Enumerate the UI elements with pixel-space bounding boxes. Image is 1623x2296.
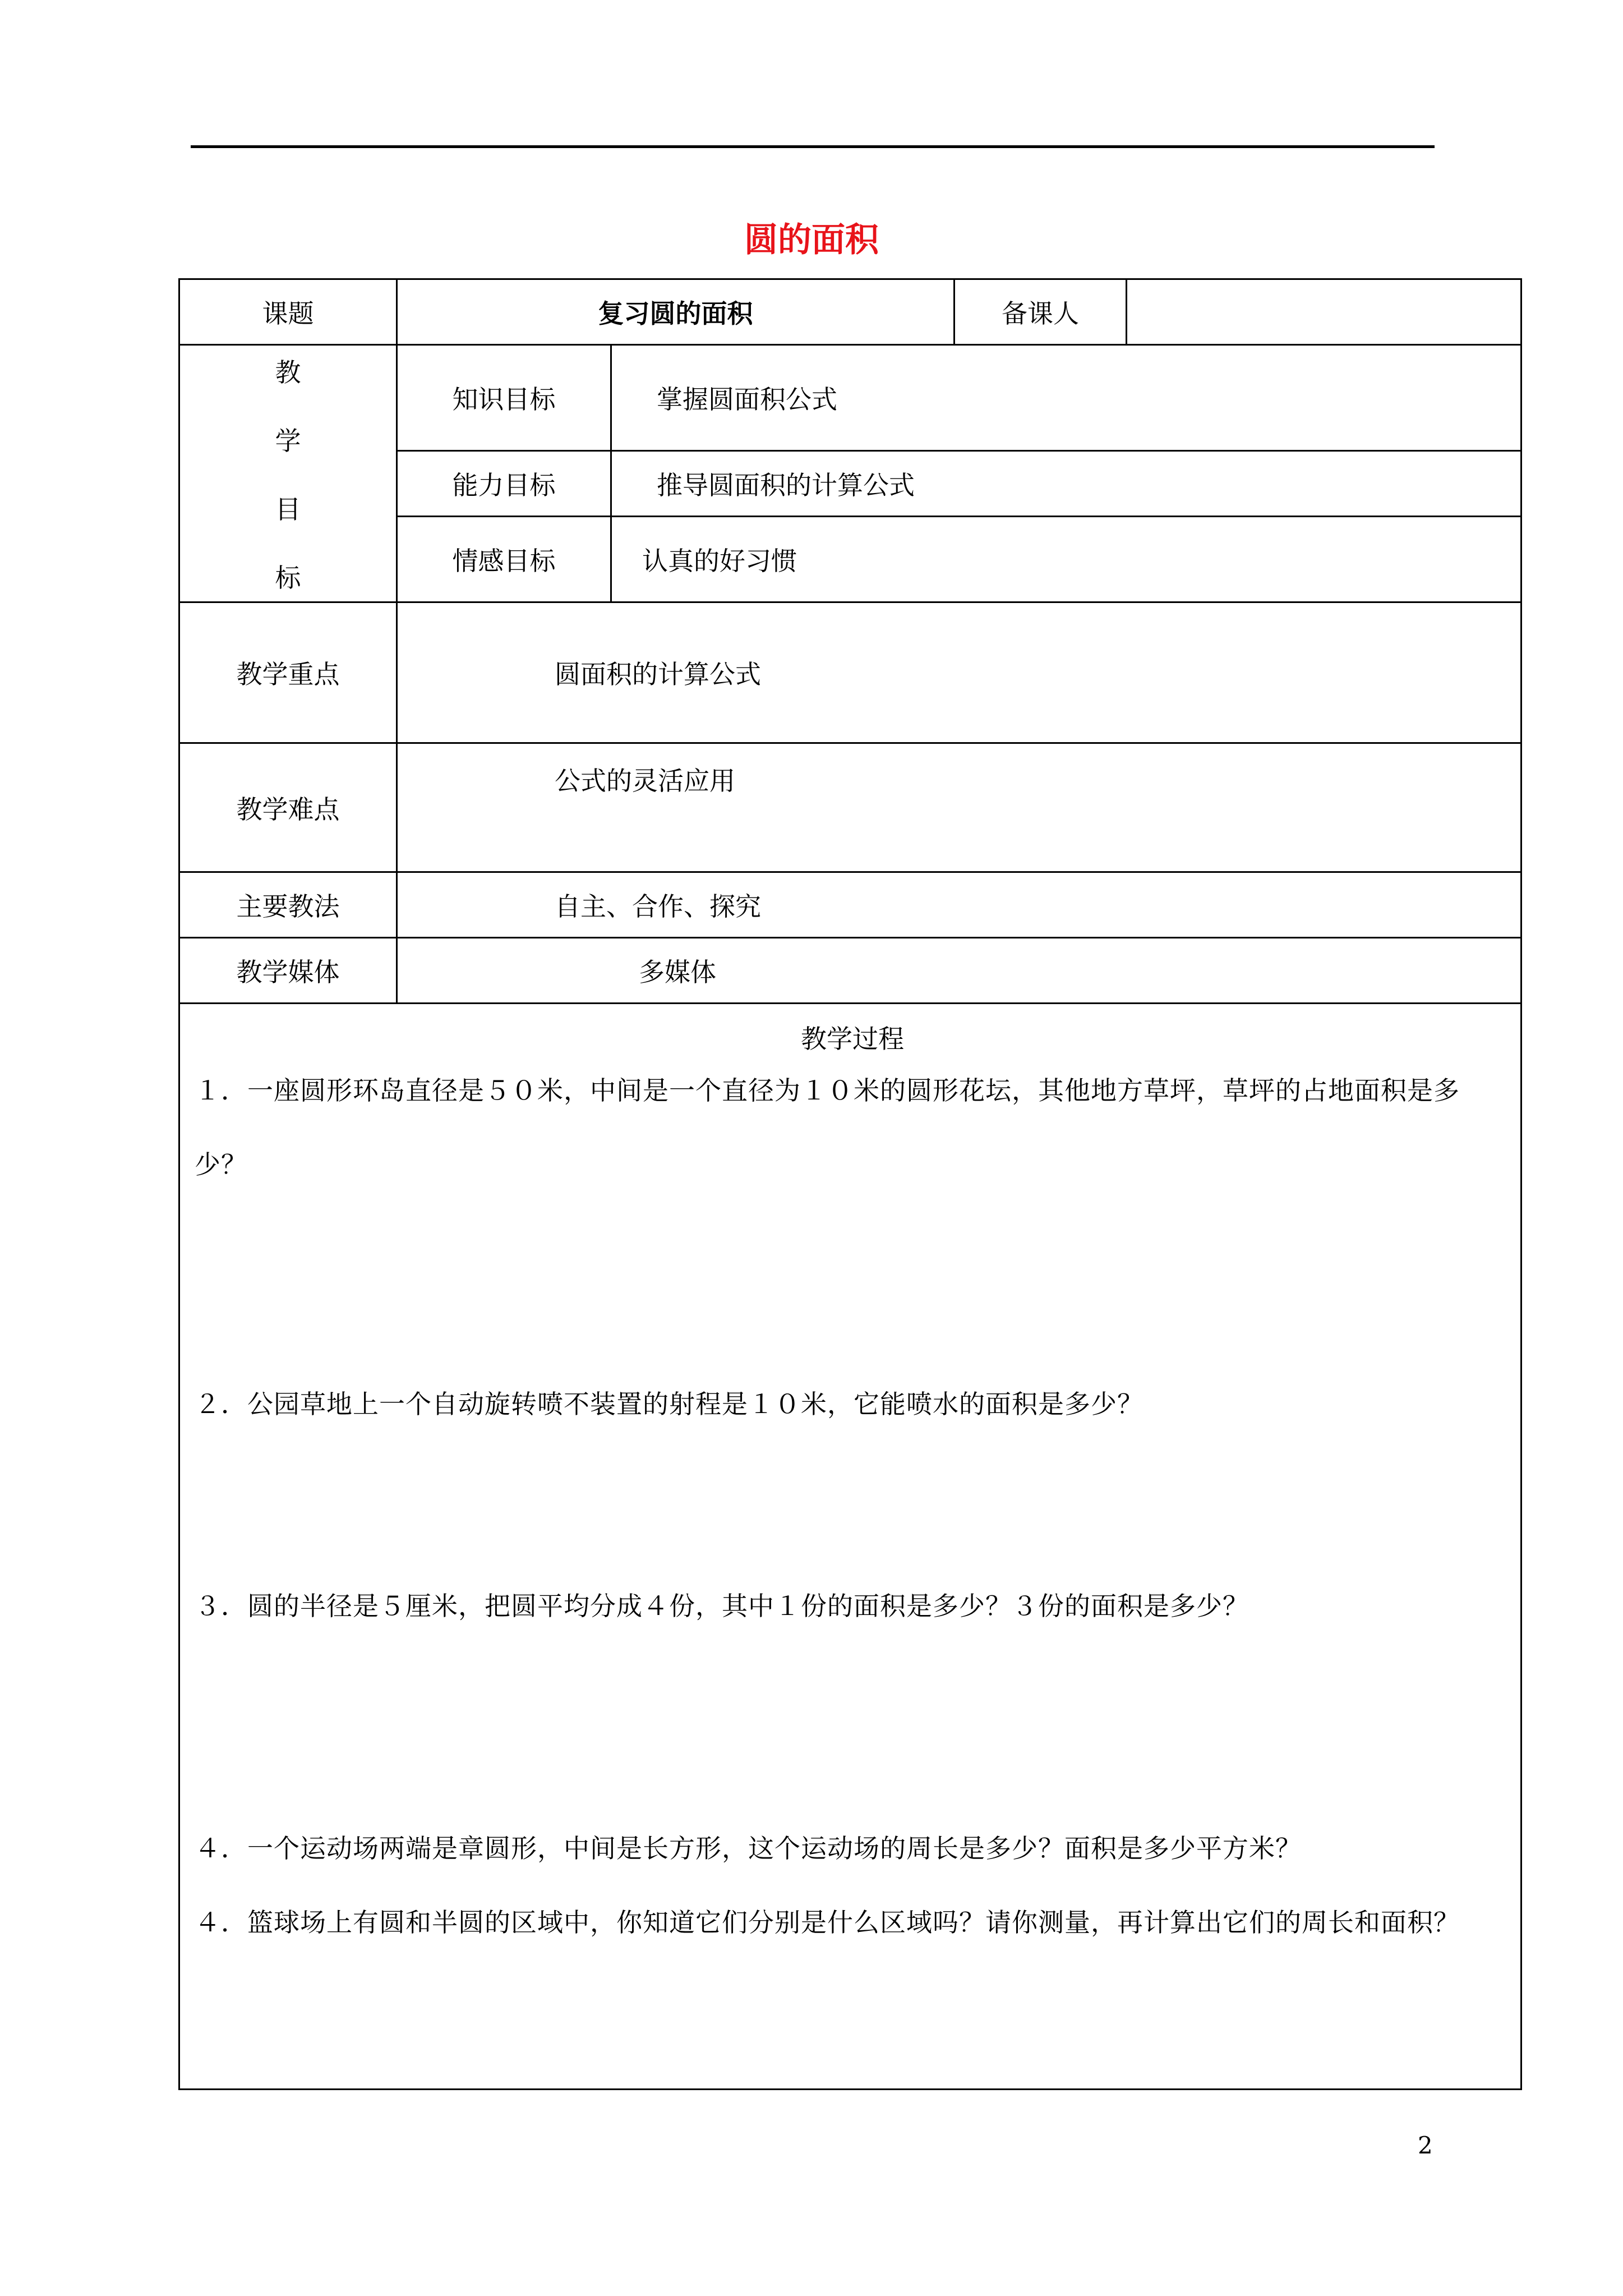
method-value: 自主、合作、探究 <box>397 872 1521 938</box>
course-label: 课题 <box>179 279 397 345</box>
document-title: 圆的面积 <box>744 220 879 260</box>
method-label: 主要教法 <box>179 872 397 938</box>
difficulty-row <box>179 743 1521 872</box>
header-rule <box>191 145 1435 148</box>
key-point-value: 圆面积的计算公式 <box>397 602 1521 743</box>
course-row <box>179 279 1521 345</box>
knowledge-label: 知识目标 <box>397 345 611 451</box>
ability-value: 推导圆面积的计算公式 <box>611 451 1521 517</box>
process-title: 教学过程 <box>801 1024 904 1054</box>
preparer-label: 备课人 <box>955 279 1127 345</box>
method-row <box>179 872 1521 938</box>
objectives-label <box>179 345 397 602</box>
page-number: 2 <box>1418 2132 1433 2159</box>
key-point-label: 教学重点 <box>179 602 397 743</box>
objectives-char-4: 标 <box>275 563 301 593</box>
preparer-value <box>1127 279 1521 345</box>
key-point-row <box>179 602 1521 743</box>
objectives-char-3: 目 <box>275 494 301 524</box>
objectives-char-2: 学 <box>275 426 301 456</box>
question-3: ３．圆的半径是５厘米，把圆平均分成４份，其中１份的面积是多少？３份的面积是多少？ <box>195 1591 1249 1621</box>
emotion-label: 情感目标 <box>397 517 611 602</box>
difficulty-label: 教学难点 <box>179 743 397 872</box>
question-1: １．一座圆形环岛直径是５０米，中间是一个直径为１０米的圆形花坛，其他地方草坪，草坪的占地面积是多少？ <box>195 1075 1460 1180</box>
knowledge-value: 掌握圆面积公式 <box>611 345 1521 451</box>
emotion-value: 认真的好习惯 <box>611 517 1521 602</box>
process-row <box>179 1004 1521 2090</box>
question-4: ４．一个运动场两端是章圆形，中间是长方形，这个运动场的周长是多少？面积是多少平方米？ <box>195 1833 1302 1864</box>
ability-label: 能力目标 <box>397 451 611 517</box>
process-cell <box>179 1004 1521 2090</box>
media-label: 教学媒体 <box>179 938 397 1004</box>
lesson-plan-table <box>178 278 1522 2090</box>
objectives-char-1: 教 <box>275 357 301 388</box>
question-5: ４．篮球场上有圆和半圆的区域中，你知道它们分别是什么区域吗？请你测量，再计算出它们的周长和面积？ <box>195 1907 1460 1938</box>
difficulty-value: 公式的灵活应用 <box>397 743 1521 872</box>
media-value: 多媒体 <box>397 938 1521 1004</box>
knowledge-row <box>179 345 1521 451</box>
media-row <box>179 938 1521 1004</box>
course-value: 复习圆的面积 <box>397 279 955 345</box>
question-2: ２．公园草地上一个自动旋转喷不装置的射程是１０米，它能喷水的面积是多少？ <box>195 1389 1144 1419</box>
